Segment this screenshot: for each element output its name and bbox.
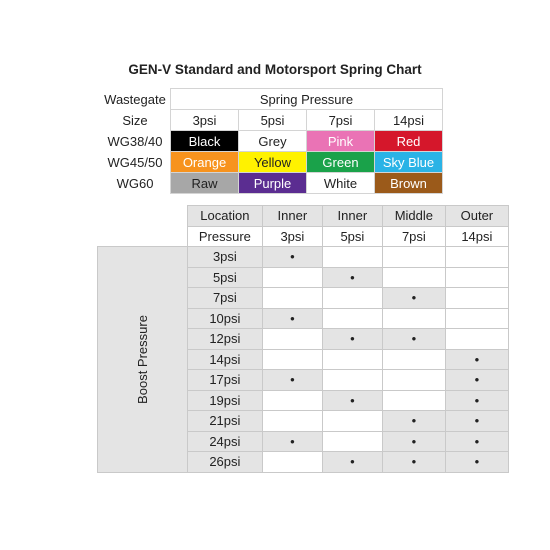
spring-location-cell — [445, 288, 508, 309]
boost-psi-label: 17psi — [187, 370, 262, 391]
selected-dot-icon: • — [474, 351, 480, 367]
boost-psi-label: 26psi — [187, 452, 262, 473]
pressure-value-header: 7psi — [382, 226, 445, 247]
spring-swatch: Red — [375, 131, 443, 152]
spring-location-cell — [322, 288, 382, 309]
spring-row — [100, 131, 443, 152]
spring-location-cell — [322, 329, 382, 350]
selected-dot-icon: • — [474, 372, 480, 388]
spring-swatch: Green — [307, 152, 375, 173]
spring-location-cell — [322, 431, 382, 452]
spring-location-cell — [262, 267, 322, 288]
location-inner-header: Inner — [322, 206, 382, 227]
selected-dot-icon: • — [290, 433, 295, 449]
spring-swatch: Sky Blue — [375, 152, 443, 173]
spring-location-cell — [445, 390, 508, 411]
boost-rows — [98, 247, 509, 473]
spring-location-cell — [262, 431, 322, 452]
wastegate-label: Wastegate — [100, 89, 171, 110]
boost-psi-label: 10psi — [187, 308, 262, 329]
selected-dot-icon: • — [474, 454, 480, 470]
spring-location-cell — [262, 288, 322, 309]
selected-dot-icon: • — [474, 413, 480, 429]
spring-swatch: Purple — [239, 173, 307, 194]
spring-location-cell — [262, 370, 322, 391]
pressure-value-header: 14psi — [445, 226, 508, 247]
spring-location-cell — [382, 390, 445, 411]
spring-swatch: White — [307, 173, 375, 194]
boost-psi-label: 21psi — [187, 411, 262, 432]
spring-location-cell — [445, 431, 508, 452]
spring-location-cell — [322, 349, 382, 370]
boost-psi-label: 3psi — [187, 247, 262, 268]
spring-header-row-2 — [100, 110, 443, 131]
spring-location-cell — [382, 247, 445, 268]
spring-location-cell — [322, 411, 382, 432]
boost-psi-label: 12psi — [187, 329, 262, 350]
selected-dot-icon: • — [350, 331, 355, 347]
selected-dot-icon: • — [290, 372, 295, 388]
spring-location-cell — [262, 329, 322, 350]
selected-dot-icon: • — [411, 290, 417, 306]
selected-dot-icon: • — [350, 269, 355, 285]
spring-location-cell — [445, 411, 508, 432]
spring-location-cell — [322, 390, 382, 411]
pressure-value-header: 5psi — [322, 226, 382, 247]
spring-swatch: Grey — [239, 131, 307, 152]
spring-row — [100, 173, 443, 194]
spring-location-cell — [382, 431, 445, 452]
selected-dot-icon: • — [474, 433, 480, 449]
location-outer-header: Outer — [445, 206, 508, 227]
spring-location-cell — [445, 329, 508, 350]
boost-header-row-2 — [98, 226, 509, 247]
spring-location-cell — [262, 308, 322, 329]
spring-swatch: Black — [171, 131, 239, 152]
chart-title: GEN-V Standard and Motorsport Spring Chart — [128, 62, 422, 77]
pressure-header: 3psi — [171, 110, 239, 131]
spring-location-cell — [262, 247, 322, 268]
selected-dot-icon: • — [290, 310, 295, 326]
spring-location-cell — [382, 349, 445, 370]
location-header: Location — [187, 206, 262, 227]
size-label: Size — [100, 110, 171, 131]
spring-location-cell — [322, 247, 382, 268]
spring-location-cell — [262, 390, 322, 411]
spring-location-cell — [382, 308, 445, 329]
spring-swatch: Pink — [307, 131, 375, 152]
spring-location-cell — [445, 349, 508, 370]
selected-dot-icon: • — [411, 331, 417, 347]
spring-location-cell — [445, 452, 508, 473]
spring-location-cell — [445, 247, 508, 268]
table-row — [98, 247, 509, 268]
spring-color-table — [100, 88, 443, 194]
selected-dot-icon: • — [350, 454, 355, 470]
boost-pressure-table — [97, 205, 509, 473]
selected-dot-icon: • — [411, 454, 417, 470]
location-middle-header: Middle — [382, 206, 445, 227]
spring-location-cell — [322, 267, 382, 288]
spring-header-row-1 — [100, 89, 443, 110]
boost-header-row-1 — [98, 206, 509, 227]
pressure-header: 5psi — [239, 110, 307, 131]
boost-psi-label: 7psi — [187, 288, 262, 309]
pressure-header: Pressure — [187, 226, 262, 247]
spring-pressure-header: Spring Pressure — [171, 89, 443, 110]
boost-psi-label: 14psi — [187, 349, 262, 370]
spring-location-cell — [262, 411, 322, 432]
location-inner-header: Inner — [262, 206, 322, 227]
boost-psi-label: 5psi — [187, 267, 262, 288]
spring-swatch: Brown — [375, 173, 443, 194]
selected-dot-icon: • — [474, 392, 480, 408]
spring-row — [100, 152, 443, 173]
pressure-value-header: 3psi — [262, 226, 322, 247]
wastegate-size: WG60 — [100, 173, 171, 194]
boost-pressure-side-label — [98, 247, 188, 473]
spring-swatch: Raw — [171, 173, 239, 194]
spring-location-cell — [445, 370, 508, 391]
spring-location-cell — [262, 349, 322, 370]
selected-dot-icon: • — [290, 249, 295, 265]
wastegate-size: WG38/40 — [100, 131, 171, 152]
pressure-header: 7psi — [307, 110, 375, 131]
spring-location-cell — [322, 370, 382, 391]
spring-location-cell — [322, 308, 382, 329]
spring-location-cell — [445, 267, 508, 288]
spring-location-cell — [382, 288, 445, 309]
boost-psi-label: 24psi — [187, 431, 262, 452]
spring-location-cell — [382, 267, 445, 288]
spring-location-cell — [322, 452, 382, 473]
boost-psi-label: 19psi — [187, 390, 262, 411]
spring-swatch: Yellow — [239, 152, 307, 173]
spring-location-cell — [382, 370, 445, 391]
selected-dot-icon: • — [350, 392, 355, 408]
selected-dot-icon: • — [411, 433, 417, 449]
spring-swatch: Orange — [171, 152, 239, 173]
spring-location-cell — [445, 308, 508, 329]
side-label-text: Boost Pressure — [134, 314, 150, 404]
spring-location-cell — [382, 452, 445, 473]
selected-dot-icon: • — [411, 413, 417, 429]
pressure-header: 14psi — [375, 110, 443, 131]
spring-location-cell — [382, 329, 445, 350]
spring-location-cell — [262, 452, 322, 473]
spring-location-cell — [382, 411, 445, 432]
wastegate-size: WG45/50 — [100, 152, 171, 173]
